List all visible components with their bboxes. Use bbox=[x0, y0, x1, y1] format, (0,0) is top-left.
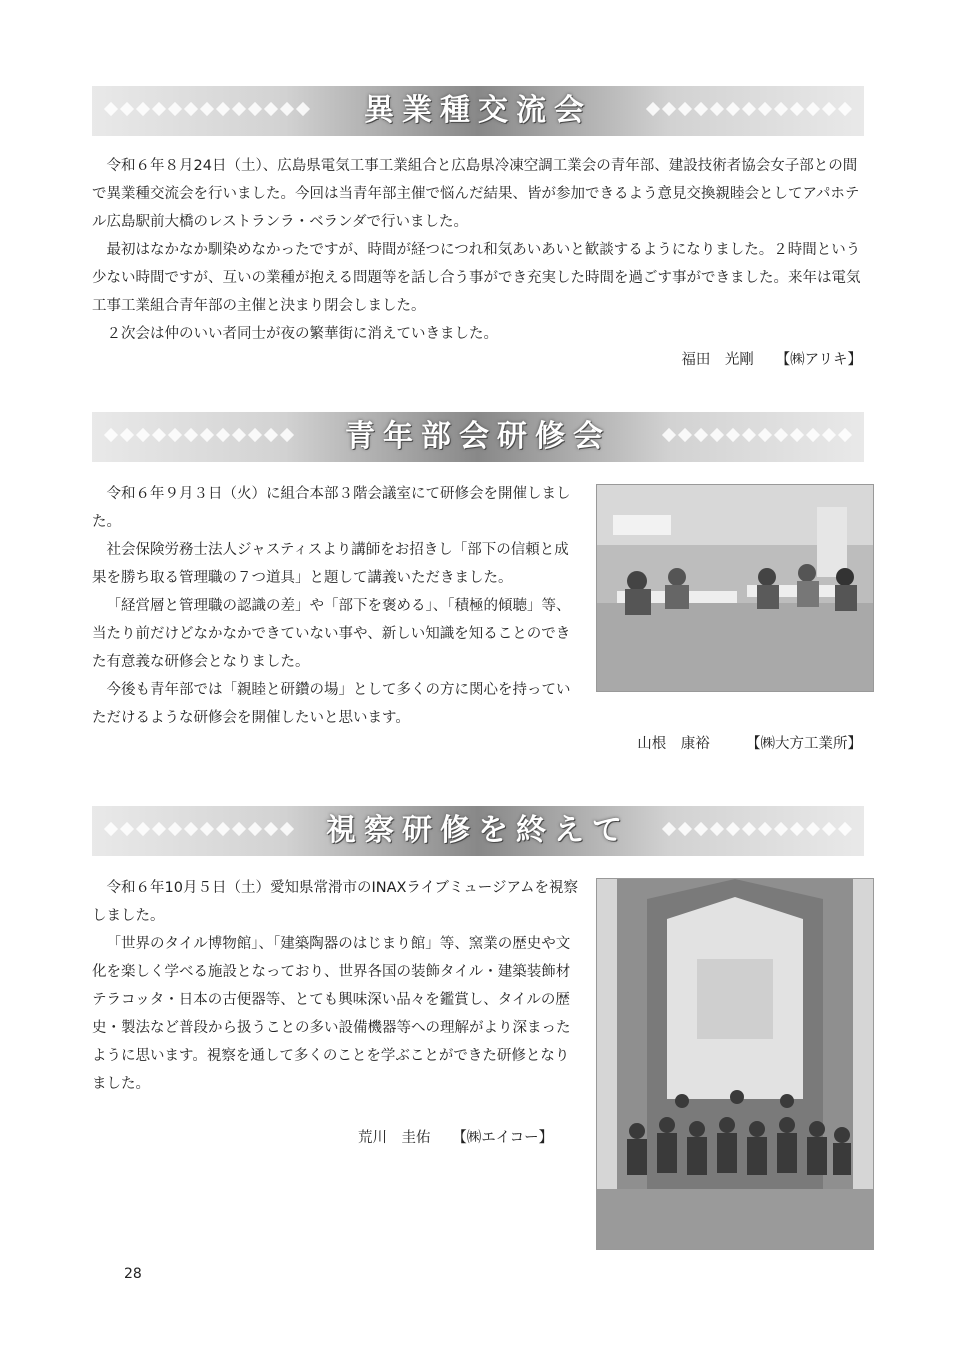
section-body-1 bbox=[92, 152, 864, 348]
paragraph: 令和６年８月24日（土）、広島県電気工事工業組合と広島県冷凍空調工業会の青年部、建設技術者協会女子部との間で異業種交流会を行いました。今回は当青年部主催で悩んだ結果、皆が参加できるよう意見交換親睦会としてアパホテル広島駅前大橋のレストランラ・ベランダで行いました。 bbox=[92, 158, 860, 230]
section-banner-2 bbox=[92, 412, 864, 462]
section-body-3 bbox=[92, 874, 580, 1098]
section-title: 異業種交流会 bbox=[364, 93, 592, 128]
section-banner-1 bbox=[92, 86, 864, 136]
paragraph: ２次会は仲のいい者同士が夜の繁華街に消えていきました。 bbox=[106, 326, 498, 342]
paragraph: 社会保険労務士法人ジャスティスより講師をお招きし「部下の信頼と成果を勝ち取る管理職の７つ道具」と題して講義いただきました。 bbox=[92, 542, 569, 586]
paragraph: 「経営層と管理職の認識の差」や「部下を褒める」、「積極的傾聴」等、当たり前だけどなかなかできていない事や、新しい知識を知ることのできた有意義な研修会となりました。 bbox=[92, 598, 571, 670]
paragraph: 最初はなかなか馴染めなかったですが、時間が経つにつれ和気あいあいと歓談するようになりました。２時間という少ない時間ですが、互いの業種が抱える問題等を話し合う事ができ充実した時間を過ごす事ができました。来年は電気工事工業組合青年部の主催と決まり閉会しました。 bbox=[92, 242, 861, 314]
section-banner-3 bbox=[92, 806, 864, 856]
author-signature: 福田 光剛 【㈱アリキ】 bbox=[681, 352, 862, 368]
author-signature: 山根 康裕 【㈱大方工業所】 bbox=[637, 736, 862, 752]
paragraph: 令和６年９月３日（火）に組合本部３階会議室にて研修会を開催しました。 bbox=[92, 486, 571, 530]
paragraph: 今後も青年部では「親睦と研鑽の場」として多くの方に関心を持っていただけるような研修会を開催したいと思います。 bbox=[92, 682, 571, 726]
section-body-2 bbox=[92, 480, 580, 732]
section-title: 青年部会研修会 bbox=[345, 419, 611, 454]
paragraph: 令和６年10月５日（土）愛知県常滑市のINAXライブミュージアムを視察しました。 bbox=[92, 880, 578, 924]
seminar-photo bbox=[596, 484, 874, 692]
paragraph: 「世界のタイル博物館」、「建築陶器のはじまり館」等、窯業の歴史や文化を楽しく学べる施設となっており、世界各国の装飾タイル・建築装飾材テラコッタ・日本の古便器等、とても興味深い品々を鑑賞し、タイルの歴史・製法など普段から扱うことの多い設備機器等への理解がより深まったように思います。視察を通して多くのことを学ぶことができた研修となりました。 bbox=[92, 936, 571, 1092]
section-title: 視察研修を終えて bbox=[326, 813, 630, 848]
page-number: 28 bbox=[124, 1266, 142, 1282]
museum-group-photo bbox=[596, 878, 874, 1250]
author-signature: 荒川 圭佑 【㈱エイコー】 bbox=[358, 1130, 554, 1146]
